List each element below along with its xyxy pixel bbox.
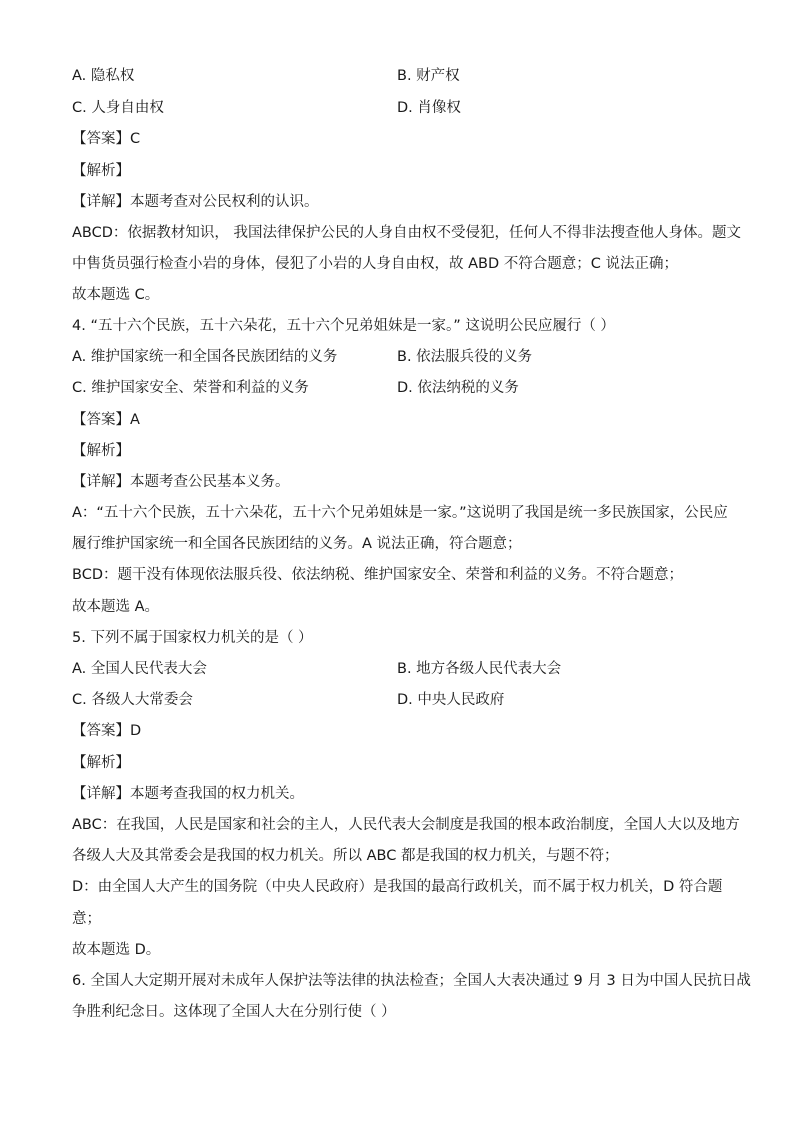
- q3-detail: 【详解】本题考查对公民权利的认识。: [72, 194, 319, 210]
- q4-option-b: B. 依法服兵役的义务: [397, 349, 533, 365]
- q5-option-b: B. 地方各级人民代表大会: [397, 661, 562, 677]
- q4-answer: 【答案】A: [72, 412, 140, 428]
- q4-stem: 4. “五十六个民族，五十六朵花，五十六个兄弟姐妹是一家。” 这说明公民应履行（ ）: [72, 318, 615, 334]
- q4-analysis-label: 【解析】: [72, 443, 130, 459]
- q4-option-a: A. 维护国家统一和全国各民族团结的义务: [72, 349, 338, 365]
- q4-explanation-2: 履行维护国家统一和全国各民族团结的义务。A 说法正确，符合题意；: [72, 536, 522, 552]
- q3-explanation-2: 中售货员强行检查小岩的身体，侵犯了小岩的人身自由权，故 ABD 不符合题意；C 说法正确；: [72, 256, 678, 272]
- q5-explanation-4: 意；: [72, 911, 101, 927]
- q5-option-d: D. 中央人民政府: [397, 692, 505, 708]
- q5-answer: 【答案】D: [72, 723, 142, 739]
- q3-answer: 【答案】C: [72, 131, 141, 147]
- q3-option-a: A. 隐私权: [72, 68, 135, 84]
- q4-option-d: D. 依法纳税的义务: [397, 380, 519, 396]
- q5-option-c: C. 各级人大常委会: [72, 692, 193, 708]
- q3-option-c: C. 人身自由权: [72, 100, 164, 116]
- q5-conclusion: 故本题选 D。: [72, 942, 161, 958]
- q5-analysis-label: 【解析】: [72, 755, 130, 771]
- q4-explanation-3: BCD：题干没有体现依法服兵役、依法纳税、维护国家安全、荣誉和利益的义务。不符合题意；: [72, 567, 683, 583]
- q3-option-b: B. 财产权: [397, 68, 460, 84]
- q5-explanation-1: ABC：在我国，人民是国家和社会的主人，人民代表大会制度是我国的根本政治制度，全国人大以及地方: [72, 817, 740, 833]
- q4-conclusion: 故本题选 A。: [72, 599, 160, 615]
- q3-analysis-label: 【解析】: [72, 163, 130, 179]
- q4-explanation-1: A：“五十六个民族，五十六朵花，五十六个兄弟姐妹是一家。”这说明了我国是统一多民族国家，公民应: [72, 505, 728, 521]
- q4-detail: 【详解】本题考查公民基本义务。: [72, 474, 290, 490]
- q5-option-a: A. 全国人民代表大会: [72, 661, 207, 677]
- q5-stem: 5. 下列不属于国家权力机关的是（ ）: [72, 630, 313, 646]
- q5-explanation-3: D：由全国人大产生的国务院（中央人民政府）是我国的最高行政机关，而不属于权力机关，D 符合题: [72, 879, 723, 895]
- q4-option-c: C. 维护国家安全、荣誉和利益的义务: [72, 380, 309, 396]
- q6-stem-line-1: 6. 全国人大定期开展对未成年人保护法等法律的执法检查；全国人大表决通过 9 月 3 日为中国人民抗日战: [72, 973, 751, 989]
- q3-option-d: D. 肖像权: [397, 100, 461, 116]
- q5-explanation-2: 各级人大及其常委会是我国的权力机关。所以 ABC 都是我国的权力机关，与题不符；: [72, 848, 619, 864]
- q3-explanation-1: ABCD：依据教材知识， 我国法律保护公民的人身自由权不受侵犯，任何人不得非法搜查他人身体。题文: [72, 225, 742, 241]
- q5-detail: 【详解】本题考查我国的权力机关。: [72, 786, 304, 802]
- q3-conclusion: 故本题选 C。: [72, 287, 160, 303]
- q6-stem-line-2: 争胜利纪念日。这体现了全国人大在分别行使（ ）: [72, 1004, 396, 1020]
